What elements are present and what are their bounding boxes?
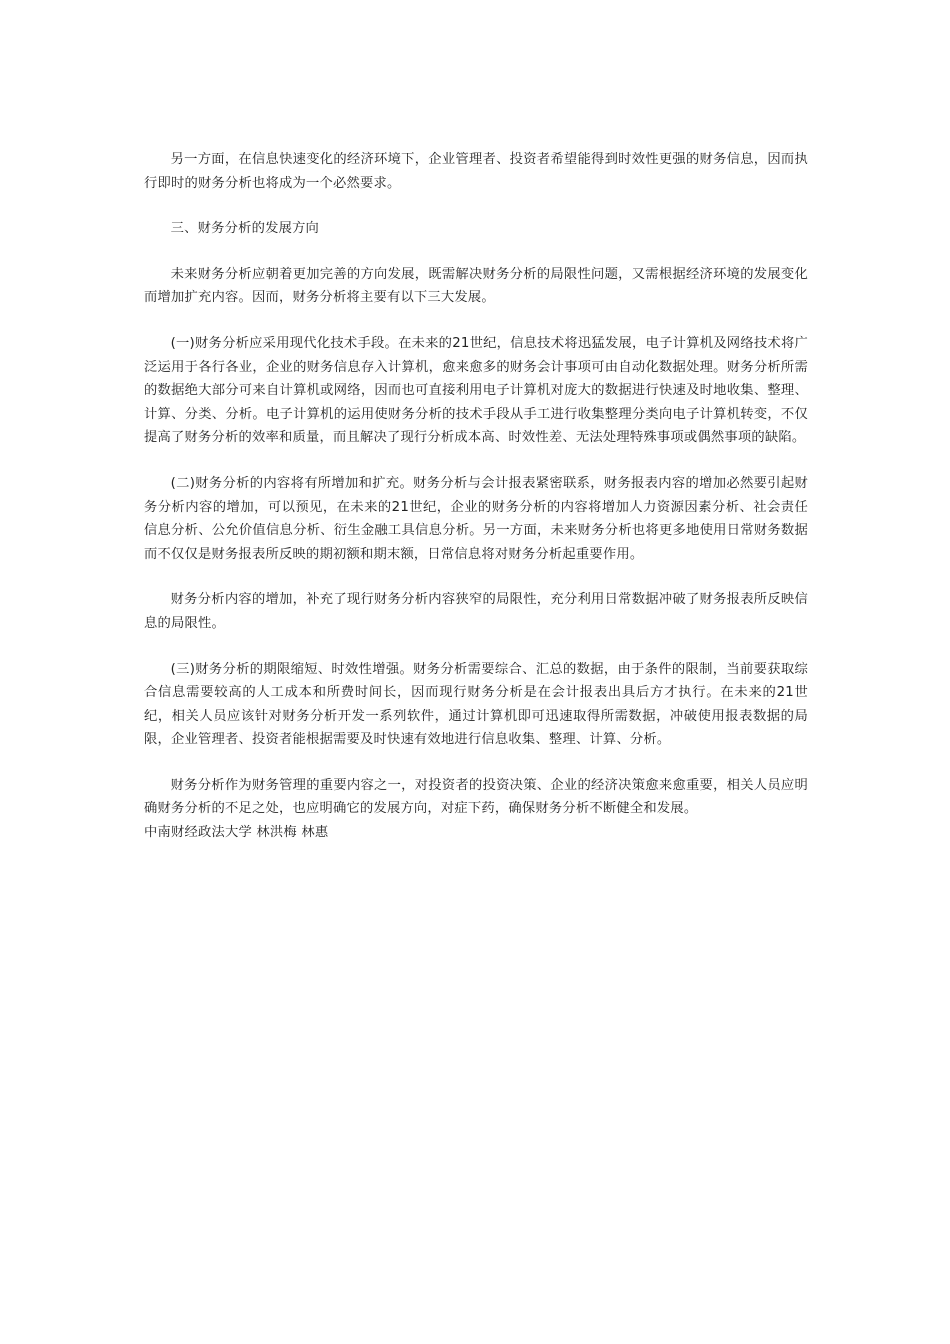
document-body [144, 148, 808, 845]
paragraph-overview: 未来财务分析应朝着更加完善的方向发展，既需解决财务分析的局限性问题，又需根据经济环境的发展变化而增加扩充内容。因而，财务分析将主要有以下三大发展。 [144, 266, 808, 306]
paragraph-point-3: (三)财务分析的期限缩短、时效性增强。财务分析需要综合、汇总的数据，由于条件的限制，当前要获取综合信息需要较高的人工成本和所费时间长，因而现行财务分析是在会计报表出具后方才执行。在未来的21世纪，相关人员应该针对财务分析开发一系列软件，通过计算机即可迅速取得所需数据，冲破使用报表数据的局限，企业管理者、投资者能根据需要及时快速有效地进行信息收集、整理、计算、分析。 [144, 661, 808, 748]
paragraph-intro: 另一方面，在信息快速变化的经济环境下，企业管理者、投资者希望能得到时效性更强的财务信息，因而执行即时的财务分析也将成为一个必然要求。 [144, 152, 808, 191]
paragraph-point-2: (二)财务分析的内容将有所增加和扩充。财务分析与会计报表紧密联系，财务报表内容的增加必然要引起财务分析内容的增加，可以预见，在未来的21世纪，企业的财务分析的内容将增加人力资源因素分析、社会责任信息分析、公允价值信息分析、衍生金融工具信息分析。另一方面，未来财务分析也将更多地使用日常财务数据而不仅仅是财务报表所反映的期初额和期末额，日常信息将对财务分析起重要作用。 [144, 475, 808, 562]
section-heading: 三、财务分析的发展方向 [170, 221, 320, 237]
author-signature: 中南财经政法大学 林洪梅 林惠 [144, 825, 329, 841]
paragraph-conclusion: 财务分析作为财务管理的重要内容之一，对投资者的投资决策、企业的经济决策愈来愈重要，相关人员应明确财务分析的不足之处，也应明确它的发展方向，对症下药，确保财务分析不断健全和发展。 [144, 777, 808, 817]
paragraph-point-2-note: 财务分析内容的增加，补充了现行财务分析内容狭窄的局限性，充分利用日常数据冲破了财务报表所反映信息的局限性。 [144, 592, 808, 631]
paragraph-point-1: (一)财务分析应采用现代化技术手段。在未来的21世纪，信息技术将迅猛发展，电子计算机及网络技术将广泛运用于各行各业，企业的财务信息存入计算机，愈来愈多的财务会计事项可由自动化数据处理。财务分析所需的数据绝大部分可来自计算机或网络，因而也可直接利用电子计算机对庞大的数据进行快速及时地收集、整理、计算、分类、分析。电子计算机的运用使财务分析的技术手段从手工进行收集整理分类向电子计算机转变，不仅提高了财务分析的效率和质量，而且解决了现行分析成本高、时效性差、无法处理特殊事项或偶然事项的缺陷。 [144, 335, 808, 446]
